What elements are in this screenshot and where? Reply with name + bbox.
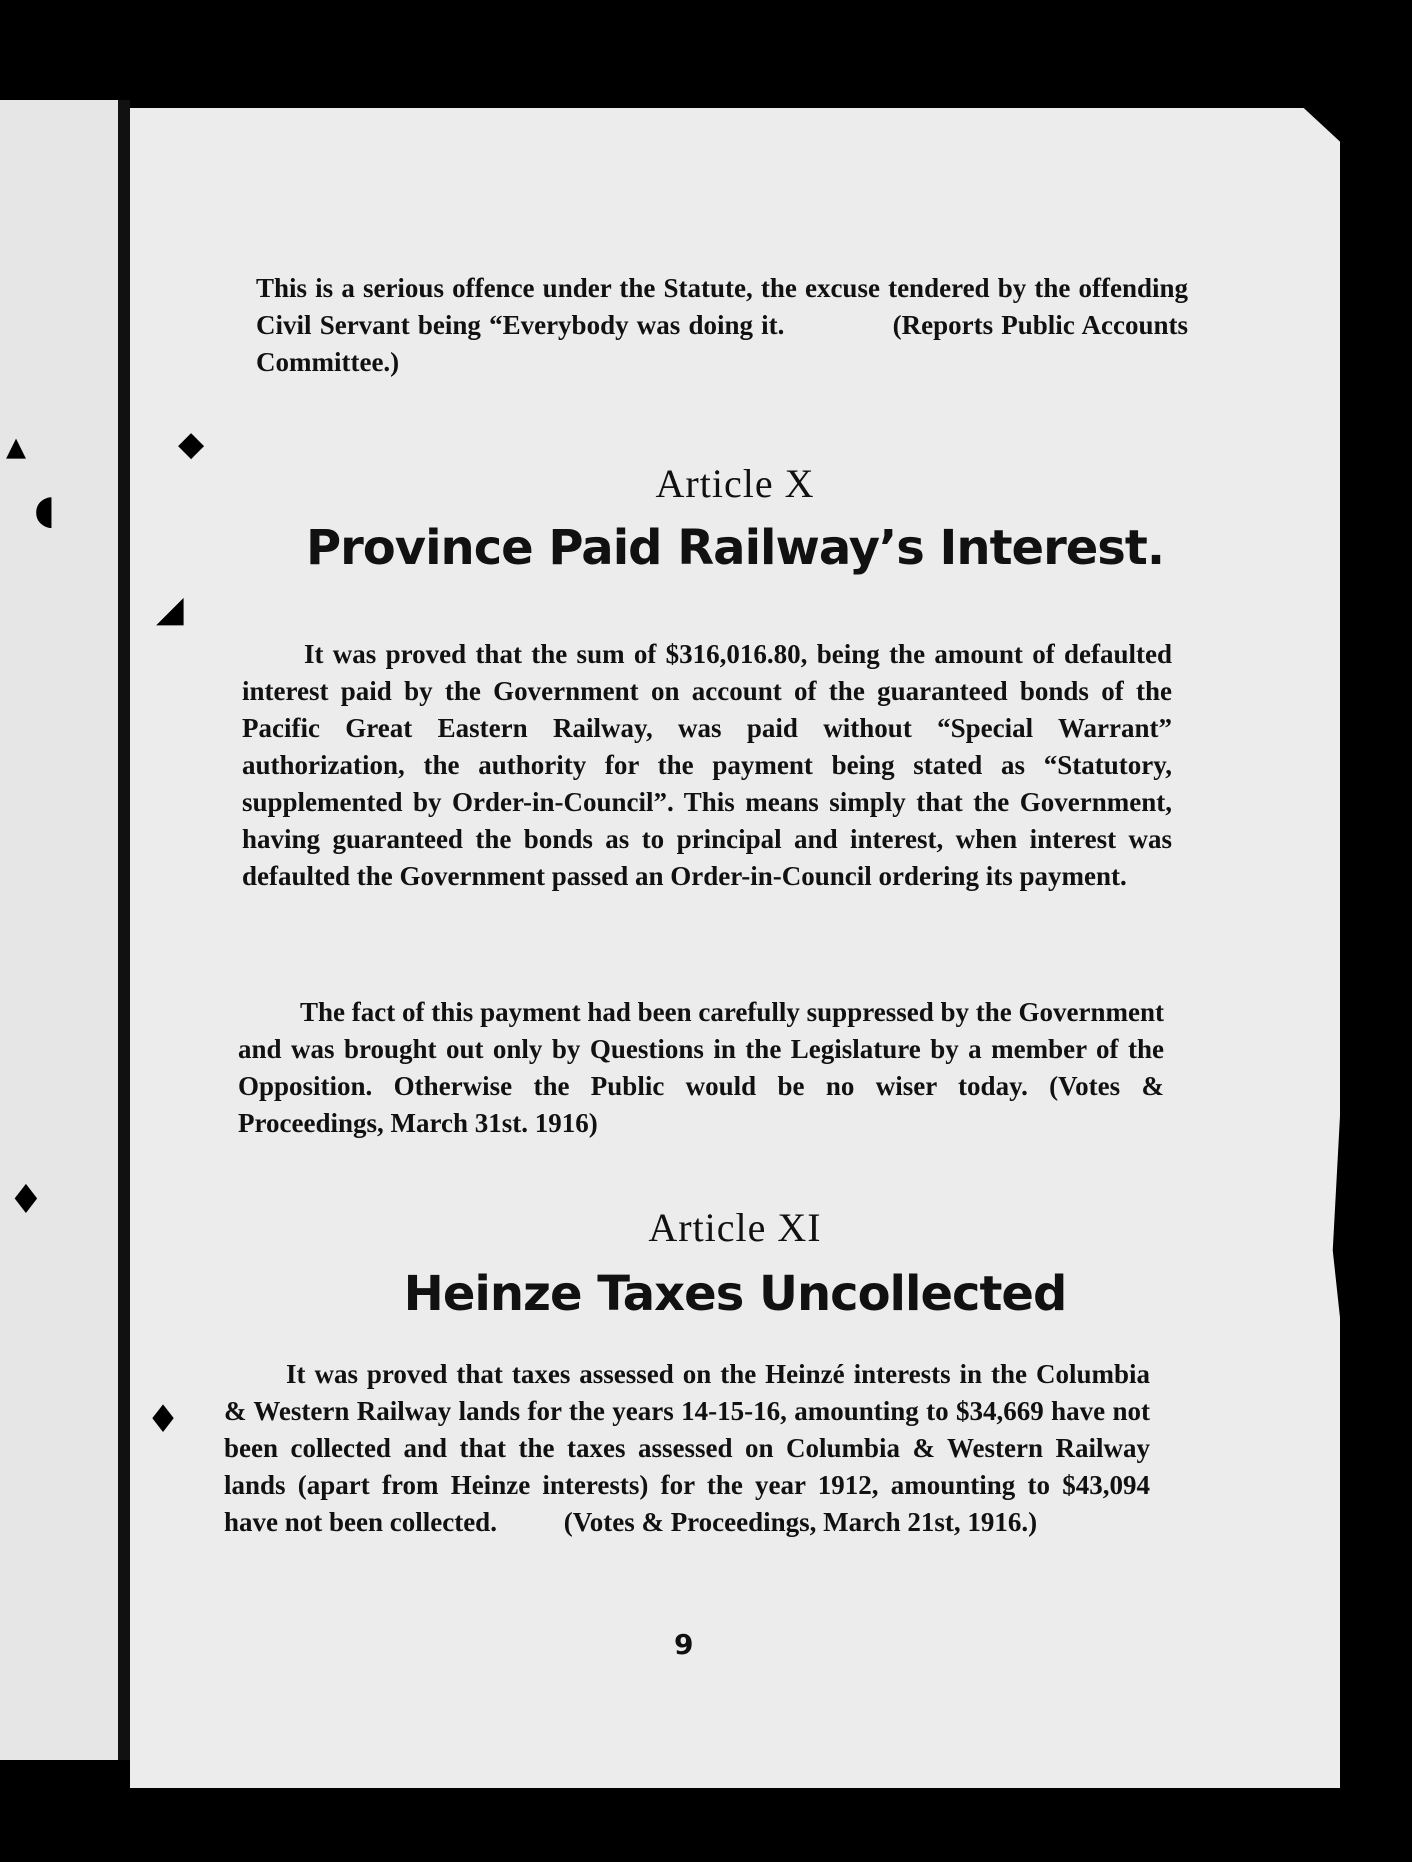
binding-mark: ♦: [8, 1176, 44, 1223]
article-xi-citation: (Votes & Proceedings, March 21st, 1916.): [563, 1507, 1038, 1537]
article-xi-body: It was proved that taxes assessed on the Heinzé interests in the Columbia & Western Railway lands for the years 14-15-16, amounting to $34,669 have not been collected and that the taxes assessed on Columbia & Western Railway lands (apart from Heinze interests) for the year 1912, amounting to $43,094 have not been collected.: [224, 1359, 1150, 1537]
intro-text: This is a serious offence under the Statute, the excuse tendered by the offending Civil Servant being “Everybody was doing it.: [256, 273, 1188, 340]
article-x-label: Article X: [655, 461, 815, 506]
intro-citation: (Reports Public Accounts Committee.): [256, 310, 1188, 377]
article-xi-headline: Heinze Taxes Uncollected: [403, 1266, 1067, 1322]
article-xi-label: Article XI: [648, 1205, 822, 1250]
article-x-paragraph-2: The fact of this payment had been carefully suppressed by the Government and was brought out only by Questions in the Legislature by a member of the Opposition. Otherwise the Public would be no wiser today. (Votes & Proceedings, March 31st. 1916): [238, 997, 1164, 1138]
binding-mark: ◖: [34, 486, 56, 533]
page-number: 9: [674, 1628, 694, 1661]
intro-paragraph: [256, 270, 1188, 381]
binding-mark: ▴: [6, 422, 27, 469]
binding-mark: ◢: [156, 588, 184, 630]
binding-mark: ♦: [146, 1396, 181, 1441]
article-xi-paragraph: [224, 1356, 1150, 1541]
article-x-headline: Province Paid Railway’s Interest.: [305, 520, 1165, 576]
article-x-paragraph-1: It was proved that the sum of $316,016.80, being the amount of defaulted interest paid by the Government on account of the guaranteed bonds of the Pacific Great Eastern Railway, was paid without “Special Warrant” authorization, the authority for the payment being stated as “Statutory, supplemented by Order-in-Council”. This means simply that the Government, having guaranteed the bonds as to principal and interest, when interest was defaulted the Government passed an Order-in-Council ordering its payment.: [242, 639, 1172, 891]
binding-mark: ◆: [178, 424, 205, 464]
